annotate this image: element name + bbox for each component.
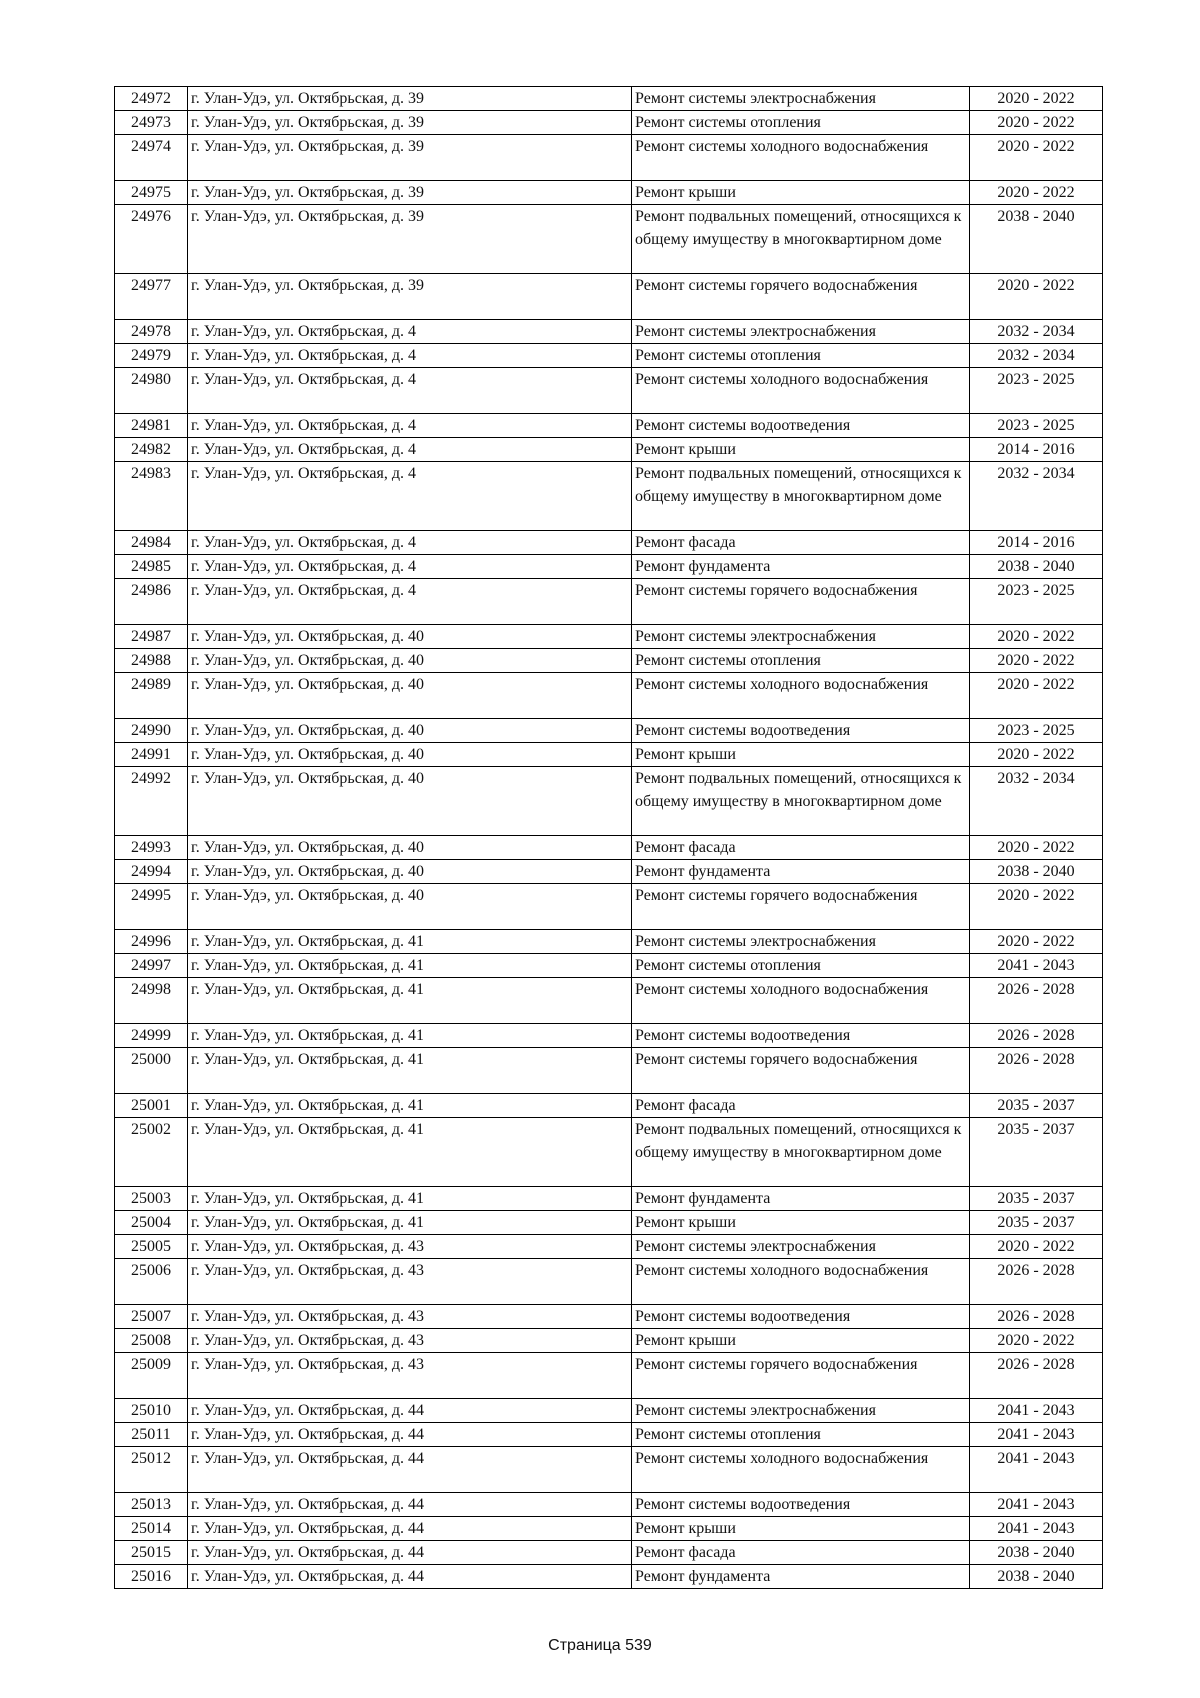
period-cell: 2038 - 2040: [970, 205, 1103, 274]
address-cell: г. Улан-Удэ, ул. Октябрьская, д. 39: [188, 205, 632, 274]
address-cell: г. Улан-Удэ, ул. Октябрьская, д. 39: [188, 135, 632, 181]
work-type-cell: Ремонт системы электроснабжения: [632, 87, 970, 111]
period-cell: 2020 - 2022: [970, 1235, 1103, 1259]
address-cell: г. Улан-Удэ, ул. Октябрьская, д. 40: [188, 719, 632, 743]
address-cell: г. Улан-Удэ, ул. Октябрьская, д. 4: [188, 531, 632, 555]
row-number: 24989: [115, 673, 188, 719]
period-cell: 2032 - 2034: [970, 767, 1103, 836]
period-cell: 2014 - 2016: [970, 531, 1103, 555]
address-cell: г. Улан-Удэ, ул. Октябрьская, д. 4: [188, 414, 632, 438]
period-cell: 2026 - 2028: [970, 978, 1103, 1024]
row-number: 25004: [115, 1211, 188, 1235]
work-type-cell: Ремонт крыши: [632, 1329, 970, 1353]
table-row: [115, 743, 1103, 767]
address-cell: г. Улан-Удэ, ул. Октябрьская, д. 43: [188, 1235, 632, 1259]
address-cell: г. Улан-Удэ, ул. Октябрьская, д. 43: [188, 1259, 632, 1305]
row-number: 24986: [115, 579, 188, 625]
row-number: 24973: [115, 111, 188, 135]
table-row: [115, 1235, 1103, 1259]
work-type-cell: Ремонт системы отопления: [632, 111, 970, 135]
period-cell: 2032 - 2034: [970, 320, 1103, 344]
period-cell: 2023 - 2025: [970, 719, 1103, 743]
table-row: [115, 1259, 1103, 1305]
address-cell: г. Улан-Удэ, ул. Октябрьская, д. 40: [188, 836, 632, 860]
address-cell: г. Улан-Удэ, ул. Октябрьская, д. 44: [188, 1399, 632, 1423]
address-cell: г. Улан-Удэ, ул. Октябрьская, д. 39: [188, 181, 632, 205]
work-type-cell: Ремонт системы холодного водоснабжения: [632, 673, 970, 719]
table-row: [115, 320, 1103, 344]
work-type-cell: Ремонт системы холодного водоснабжения: [632, 135, 970, 181]
period-cell: 2041 - 2043: [970, 1423, 1103, 1447]
table-row: [115, 1493, 1103, 1517]
period-cell: 2035 - 2037: [970, 1094, 1103, 1118]
row-number: 25015: [115, 1541, 188, 1565]
table-row: [115, 1305, 1103, 1329]
row-number: 24992: [115, 767, 188, 836]
table-row: [115, 1329, 1103, 1353]
row-number: 24980: [115, 368, 188, 414]
table-row: [115, 181, 1103, 205]
table-row: [115, 1517, 1103, 1541]
address-cell: г. Улан-Удэ, ул. Октябрьская, д. 41: [188, 930, 632, 954]
work-type-cell: Ремонт системы отопления: [632, 954, 970, 978]
period-cell: 2035 - 2037: [970, 1118, 1103, 1187]
period-cell: 2020 - 2022: [970, 930, 1103, 954]
period-cell: 2020 - 2022: [970, 884, 1103, 930]
table-row: [115, 860, 1103, 884]
period-cell: 2020 - 2022: [970, 836, 1103, 860]
period-cell: 2026 - 2028: [970, 1024, 1103, 1048]
table-row: [115, 344, 1103, 368]
address-cell: г. Улан-Удэ, ул. Октябрьская, д. 44: [188, 1565, 632, 1589]
period-cell: 2035 - 2037: [970, 1211, 1103, 1235]
row-number: 25002: [115, 1118, 188, 1187]
address-cell: г. Улан-Удэ, ул. Октябрьская, д. 40: [188, 743, 632, 767]
period-cell: 2032 - 2034: [970, 344, 1103, 368]
address-cell: г. Улан-Удэ, ул. Октябрьская, д. 39: [188, 87, 632, 111]
row-number: 24994: [115, 860, 188, 884]
table-row: [115, 1094, 1103, 1118]
period-cell: 2038 - 2040: [970, 860, 1103, 884]
work-type-cell: Ремонт системы горячего водоснабжения: [632, 884, 970, 930]
row-number: 24991: [115, 743, 188, 767]
table-row: [115, 1565, 1103, 1589]
address-cell: г. Улан-Удэ, ул. Октябрьская, д. 4: [188, 579, 632, 625]
address-cell: г. Улан-Удэ, ул. Октябрьская, д. 4: [188, 368, 632, 414]
row-number: 25012: [115, 1447, 188, 1493]
work-type-cell: Ремонт системы электроснабжения: [632, 625, 970, 649]
table-row: [115, 719, 1103, 743]
row-number: 24978: [115, 320, 188, 344]
work-type-cell: Ремонт крыши: [632, 438, 970, 462]
address-cell: г. Улан-Удэ, ул. Октябрьская, д. 41: [188, 978, 632, 1024]
work-type-cell: Ремонт системы электроснабжения: [632, 1235, 970, 1259]
row-number: 25016: [115, 1565, 188, 1589]
repair-schedule-table: [114, 86, 1103, 1589]
work-type-cell: Ремонт системы холодного водоснабжения: [632, 1259, 970, 1305]
row-number: 24987: [115, 625, 188, 649]
address-cell: г. Улан-Удэ, ул. Октябрьская, д. 44: [188, 1517, 632, 1541]
row-number: 24995: [115, 884, 188, 930]
address-cell: г. Улан-Удэ, ул. Октябрьская, д. 39: [188, 111, 632, 135]
row-number: 25000: [115, 1048, 188, 1094]
address-cell: г. Улан-Удэ, ул. Октябрьская, д. 41: [188, 1118, 632, 1187]
row-number: 24999: [115, 1024, 188, 1048]
address-cell: г. Улан-Удэ, ул. Октябрьская, д. 43: [188, 1329, 632, 1353]
period-cell: 2035 - 2037: [970, 1187, 1103, 1211]
period-cell: 2020 - 2022: [970, 274, 1103, 320]
row-number: 24996: [115, 930, 188, 954]
table-row: [115, 1447, 1103, 1493]
work-type-cell: Ремонт крыши: [632, 181, 970, 205]
row-number: 24974: [115, 135, 188, 181]
period-cell: 2041 - 2043: [970, 1447, 1103, 1493]
work-type-cell: Ремонт подвальных помещений, относящихся к общему имуществу в многоквартирном доме: [632, 767, 970, 836]
table-row: [115, 462, 1103, 531]
table-row: [115, 205, 1103, 274]
address-cell: г. Улан-Удэ, ул. Октябрьская, д. 44: [188, 1541, 632, 1565]
work-type-cell: Ремонт подвальных помещений, относящихся к общему имуществу в многоквартирном доме: [632, 205, 970, 274]
address-cell: г. Улан-Удэ, ул. Октябрьская, д. 41: [188, 1187, 632, 1211]
work-type-cell: Ремонт фундамента: [632, 860, 970, 884]
period-cell: 2020 - 2022: [970, 743, 1103, 767]
period-cell: 2041 - 2043: [970, 1399, 1103, 1423]
row-number: 25008: [115, 1329, 188, 1353]
period-cell: 2023 - 2025: [970, 368, 1103, 414]
page-number: Страница 539: [548, 1637, 652, 1654]
address-cell: г. Улан-Удэ, ул. Октябрьская, д. 40: [188, 767, 632, 836]
address-cell: г. Улан-Удэ, ул. Октябрьская, д. 4: [188, 555, 632, 579]
address-cell: г. Улан-Удэ, ул. Октябрьская, д. 40: [188, 884, 632, 930]
address-cell: г. Улан-Удэ, ул. Октябрьская, д. 40: [188, 860, 632, 884]
row-number: 24982: [115, 438, 188, 462]
work-type-cell: Ремонт системы холодного водоснабжения: [632, 978, 970, 1024]
table-row: [115, 135, 1103, 181]
work-type-cell: Ремонт системы холодного водоснабжения: [632, 368, 970, 414]
table-row: [115, 1048, 1103, 1094]
period-cell: 2032 - 2034: [970, 462, 1103, 531]
table-row: [115, 767, 1103, 836]
work-type-cell: Ремонт фундамента: [632, 1187, 970, 1211]
table-row: [115, 414, 1103, 438]
period-cell: 2038 - 2040: [970, 1565, 1103, 1589]
row-number: 24975: [115, 181, 188, 205]
period-cell: 2023 - 2025: [970, 579, 1103, 625]
address-cell: г. Улан-Удэ, ул. Октябрьская, д. 40: [188, 673, 632, 719]
address-cell: г. Улан-Удэ, ул. Октябрьская, д. 4: [188, 344, 632, 368]
period-cell: 2041 - 2043: [970, 1517, 1103, 1541]
address-cell: г. Улан-Удэ, ул. Октябрьская, д. 40: [188, 649, 632, 673]
work-type-cell: Ремонт фасада: [632, 1541, 970, 1565]
period-cell: 2041 - 2043: [970, 1493, 1103, 1517]
work-type-cell: Ремонт крыши: [632, 743, 970, 767]
table-row: [115, 1423, 1103, 1447]
table-row: [115, 954, 1103, 978]
period-cell: 2020 - 2022: [970, 673, 1103, 719]
address-cell: г. Улан-Удэ, ул. Октябрьская, д. 41: [188, 954, 632, 978]
table-row: [115, 579, 1103, 625]
table-row: [115, 930, 1103, 954]
work-type-cell: Ремонт фундамента: [632, 1565, 970, 1589]
work-type-cell: Ремонт системы горячего водоснабжения: [632, 1048, 970, 1094]
address-cell: г. Улан-Удэ, ул. Октябрьская, д. 4: [188, 462, 632, 531]
work-type-cell: Ремонт системы горячего водоснабжения: [632, 274, 970, 320]
work-type-cell: Ремонт системы электроснабжения: [632, 320, 970, 344]
period-cell: 2014 - 2016: [970, 438, 1103, 462]
row-number: 24972: [115, 87, 188, 111]
work-type-cell: Ремонт системы водоотведения: [632, 1024, 970, 1048]
address-cell: г. Улан-Удэ, ул. Октябрьская, д. 41: [188, 1094, 632, 1118]
address-cell: г. Улан-Удэ, ул. Октябрьская, д. 44: [188, 1447, 632, 1493]
address-cell: г. Улан-Удэ, ул. Октябрьская, д. 4: [188, 320, 632, 344]
address-cell: г. Улан-Удэ, ул. Октябрьская, д. 4: [188, 438, 632, 462]
table-row: [115, 111, 1103, 135]
work-type-cell: Ремонт системы водоотведения: [632, 1305, 970, 1329]
address-cell: г. Улан-Удэ, ул. Октябрьская, д. 41: [188, 1024, 632, 1048]
address-cell: г. Улан-Удэ, ул. Октябрьская, д. 39: [188, 274, 632, 320]
period-cell: 2020 - 2022: [970, 625, 1103, 649]
work-type-cell: Ремонт подвальных помещений, относящихся к общему имуществу в многоквартирном доме: [632, 1118, 970, 1187]
work-type-cell: Ремонт системы горячего водоснабжения: [632, 579, 970, 625]
address-cell: г. Улан-Удэ, ул. Октябрьская, д. 43: [188, 1353, 632, 1399]
table-row: [115, 673, 1103, 719]
address-cell: г. Улан-Удэ, ул. Октябрьская, д. 44: [188, 1493, 632, 1517]
table-row: [115, 555, 1103, 579]
table-row: [115, 836, 1103, 860]
table-row: [115, 884, 1103, 930]
work-type-cell: Ремонт системы электроснабжения: [632, 1399, 970, 1423]
period-cell: 2026 - 2028: [970, 1048, 1103, 1094]
work-type-cell: Ремонт системы холодного водоснабжения: [632, 1447, 970, 1493]
row-number: 25010: [115, 1399, 188, 1423]
work-type-cell: Ремонт крыши: [632, 1517, 970, 1541]
period-cell: 2026 - 2028: [970, 1353, 1103, 1399]
table-row: [115, 978, 1103, 1024]
work-type-cell: Ремонт системы водоотведения: [632, 1493, 970, 1517]
row-number: 24990: [115, 719, 188, 743]
work-type-cell: Ремонт системы водоотведения: [632, 414, 970, 438]
period-cell: 2020 - 2022: [970, 111, 1103, 135]
table-row: [115, 368, 1103, 414]
row-number: 25009: [115, 1353, 188, 1399]
row-number: 24983: [115, 462, 188, 531]
period-cell: 2020 - 2022: [970, 649, 1103, 673]
table-row: [115, 438, 1103, 462]
period-cell: 2020 - 2022: [970, 87, 1103, 111]
table-row: [115, 531, 1103, 555]
work-type-cell: Ремонт системы горячего водоснабжения: [632, 1353, 970, 1399]
work-type-cell: Ремонт системы электроснабжения: [632, 930, 970, 954]
table-row: [115, 1024, 1103, 1048]
period-cell: 2026 - 2028: [970, 1305, 1103, 1329]
period-cell: 2020 - 2022: [970, 181, 1103, 205]
row-number: 24976: [115, 205, 188, 274]
row-number: 24997: [115, 954, 188, 978]
work-type-cell: Ремонт системы отопления: [632, 649, 970, 673]
row-number: 24979: [115, 344, 188, 368]
row-number: 24985: [115, 555, 188, 579]
table-row: [115, 87, 1103, 111]
table-row: [115, 1353, 1103, 1399]
row-number: 25007: [115, 1305, 188, 1329]
period-cell: 2023 - 2025: [970, 414, 1103, 438]
period-cell: 2038 - 2040: [970, 555, 1103, 579]
work-type-cell: Ремонт фасада: [632, 1094, 970, 1118]
table-row: [115, 1118, 1103, 1187]
table-row: [115, 649, 1103, 673]
table-row: [115, 1187, 1103, 1211]
row-number: 24981: [115, 414, 188, 438]
table-row: [115, 274, 1103, 320]
period-cell: 2020 - 2022: [970, 135, 1103, 181]
period-cell: 2038 - 2040: [970, 1541, 1103, 1565]
address-cell: г. Улан-Удэ, ул. Октябрьская, д. 40: [188, 625, 632, 649]
period-cell: 2041 - 2043: [970, 954, 1103, 978]
table-row: [115, 1399, 1103, 1423]
row-number: 25001: [115, 1094, 188, 1118]
row-number: 24993: [115, 836, 188, 860]
work-type-cell: Ремонт системы отопления: [632, 1423, 970, 1447]
row-number: 25013: [115, 1493, 188, 1517]
row-number: 24998: [115, 978, 188, 1024]
work-type-cell: Ремонт системы отопления: [632, 344, 970, 368]
address-cell: г. Улан-Удэ, ул. Октябрьская, д. 43: [188, 1305, 632, 1329]
row-number: 25014: [115, 1517, 188, 1541]
work-type-cell: Ремонт крыши: [632, 1211, 970, 1235]
row-number: 25011: [115, 1423, 188, 1447]
address-cell: г. Улан-Удэ, ул. Октябрьская, д. 44: [188, 1423, 632, 1447]
table-body: [115, 87, 1103, 1589]
table-row: [115, 1541, 1103, 1565]
period-cell: 2020 - 2022: [970, 1329, 1103, 1353]
period-cell: 2026 - 2028: [970, 1259, 1103, 1305]
work-type-cell: Ремонт фасада: [632, 531, 970, 555]
work-type-cell: Ремонт фундамента: [632, 555, 970, 579]
row-number: 25005: [115, 1235, 188, 1259]
row-number: 24988: [115, 649, 188, 673]
table-row: [115, 625, 1103, 649]
row-number: 25006: [115, 1259, 188, 1305]
row-number: 24984: [115, 531, 188, 555]
work-type-cell: Ремонт системы водоотведения: [632, 719, 970, 743]
row-number: 25003: [115, 1187, 188, 1211]
table-row: [115, 1211, 1103, 1235]
work-type-cell: Ремонт фасада: [632, 836, 970, 860]
work-type-cell: Ремонт подвальных помещений, относящихся к общему имуществу в многоквартирном доме: [632, 462, 970, 531]
address-cell: г. Улан-Удэ, ул. Октябрьская, д. 41: [188, 1048, 632, 1094]
address-cell: г. Улан-Удэ, ул. Октябрьская, д. 41: [188, 1211, 632, 1235]
row-number: 24977: [115, 274, 188, 320]
